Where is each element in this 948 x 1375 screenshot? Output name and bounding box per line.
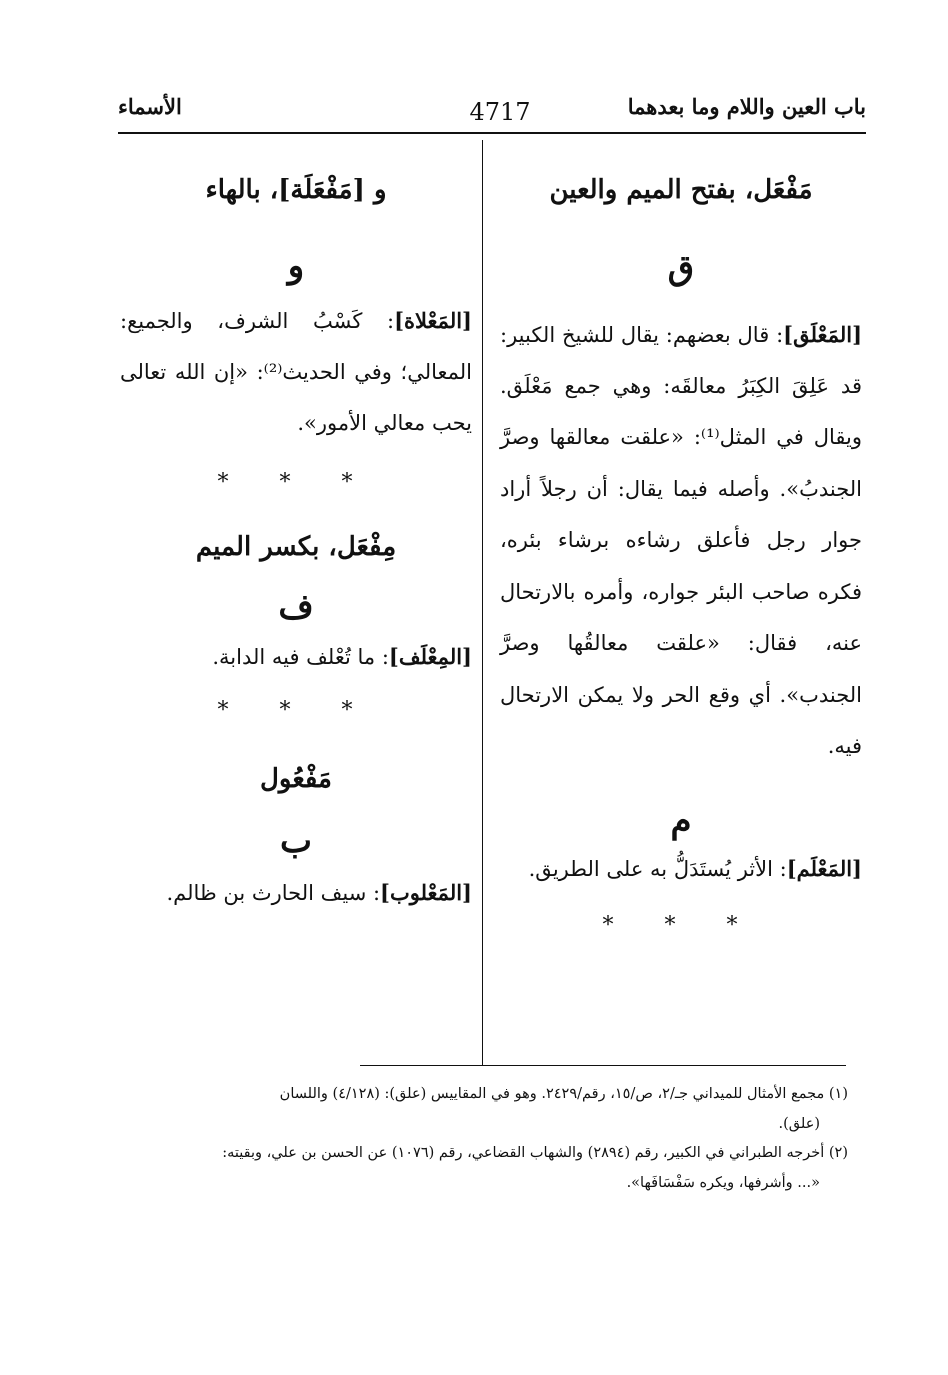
section-separator: * * *: [217, 469, 375, 495]
dictionary-entry: [120, 867, 472, 919]
dictionary-entry: [120, 631, 472, 683]
running-head-right: باب العين واللام وما بعدهما: [627, 94, 866, 119]
entry-text: : كَسْبُ الشرف، والجميع: المعالي؛ وفي الحديث⁽²⁾: «إن الله تعالى يحب معالي الأمور».: [120, 308, 472, 436]
header-rule: [118, 132, 866, 134]
running-head-left: الأسماء: [118, 94, 182, 119]
section-letter: ق: [667, 248, 695, 289]
entry-term: [المَعْلَم]: [786, 855, 862, 881]
dictionary-entry: [500, 309, 862, 773]
footnote-continuation: «... وأشرفها، ويكره سَفْسَافَها».: [626, 1175, 820, 1192]
entry-text: : سيف الحارث بن ظالم.: [166, 881, 381, 906]
section-heading: مِفْعَل، بكسر الميم: [195, 531, 397, 562]
footnote-continuation: (علق).: [778, 1115, 820, 1132]
section-heading: و [مَفْعَلَة]، بالهاء: [205, 175, 387, 205]
left-column: [120, 160, 472, 920]
section-letter: ب: [279, 821, 312, 862]
section-letter: ف: [278, 587, 314, 628]
section-heading: مَفْعُول: [260, 763, 332, 794]
section-separator: * * *: [217, 697, 375, 723]
entry-term: [المِعْلَف]: [388, 644, 472, 670]
footnote: (١) مجمع الأمثال للميداني جـ/٢، ص/١٥، رقم/٢٤٢٩. وهو في المقاييس (علق): (٤/١٢٨) واللسان: [279, 1086, 848, 1102]
section-heading: مَفْعَل، بفتح الميم والعين: [549, 175, 813, 205]
entry-term: [المَعْلوب]: [380, 880, 472, 906]
entry-text: : ما تُعْلف فيه الدابة.: [212, 645, 389, 670]
footnote: (٢) أخرجه الطبراني في الكبير، رقم (٢٨٩٤) والشهاب القضاعي، رقم (١٠٧٦) عن الحسن بن علي، وبقيته:: [222, 1145, 848, 1162]
footnotes: [118, 1080, 848, 1199]
right-column: [500, 160, 862, 938]
page-number: 4717: [469, 98, 531, 126]
dictionary-entry: [500, 843, 862, 895]
section-letter: م: [670, 800, 692, 841]
dictionary-entry: [120, 295, 472, 450]
entry-term: [المَعْلاة]: [394, 307, 472, 333]
column-divider: [482, 140, 483, 1065]
section-separator: * * *: [602, 913, 760, 939]
entry-term: [المَعْلَق]: [783, 321, 862, 347]
section-letter: و: [287, 246, 305, 287]
entry-text: : قال بعضهم: يقال للشيخ الكبير: قد عَلِقَ الكِبَرُ معالقَه: وهي جمع مَعْلَق. ويقال في المثل⁽¹⁾: «علقت معالقها وصرَّ الجندبُ». وأصله فيما يقال: أن رجلاً أراد جوار رجل فأعلق رشاءه برشاء بئره، فكره صاحب البئر جواره، وأمره بالارتحال عنه، فقال: «علقت معالقُها وصرَّ الجندب». أي وقع الحر ولا يمكن الارتحال فيه.: [500, 322, 862, 759]
entry-text: : الأثر يُستَدَلُّ به على الطريق.: [528, 856, 787, 881]
footnote-rule: [360, 1065, 846, 1066]
